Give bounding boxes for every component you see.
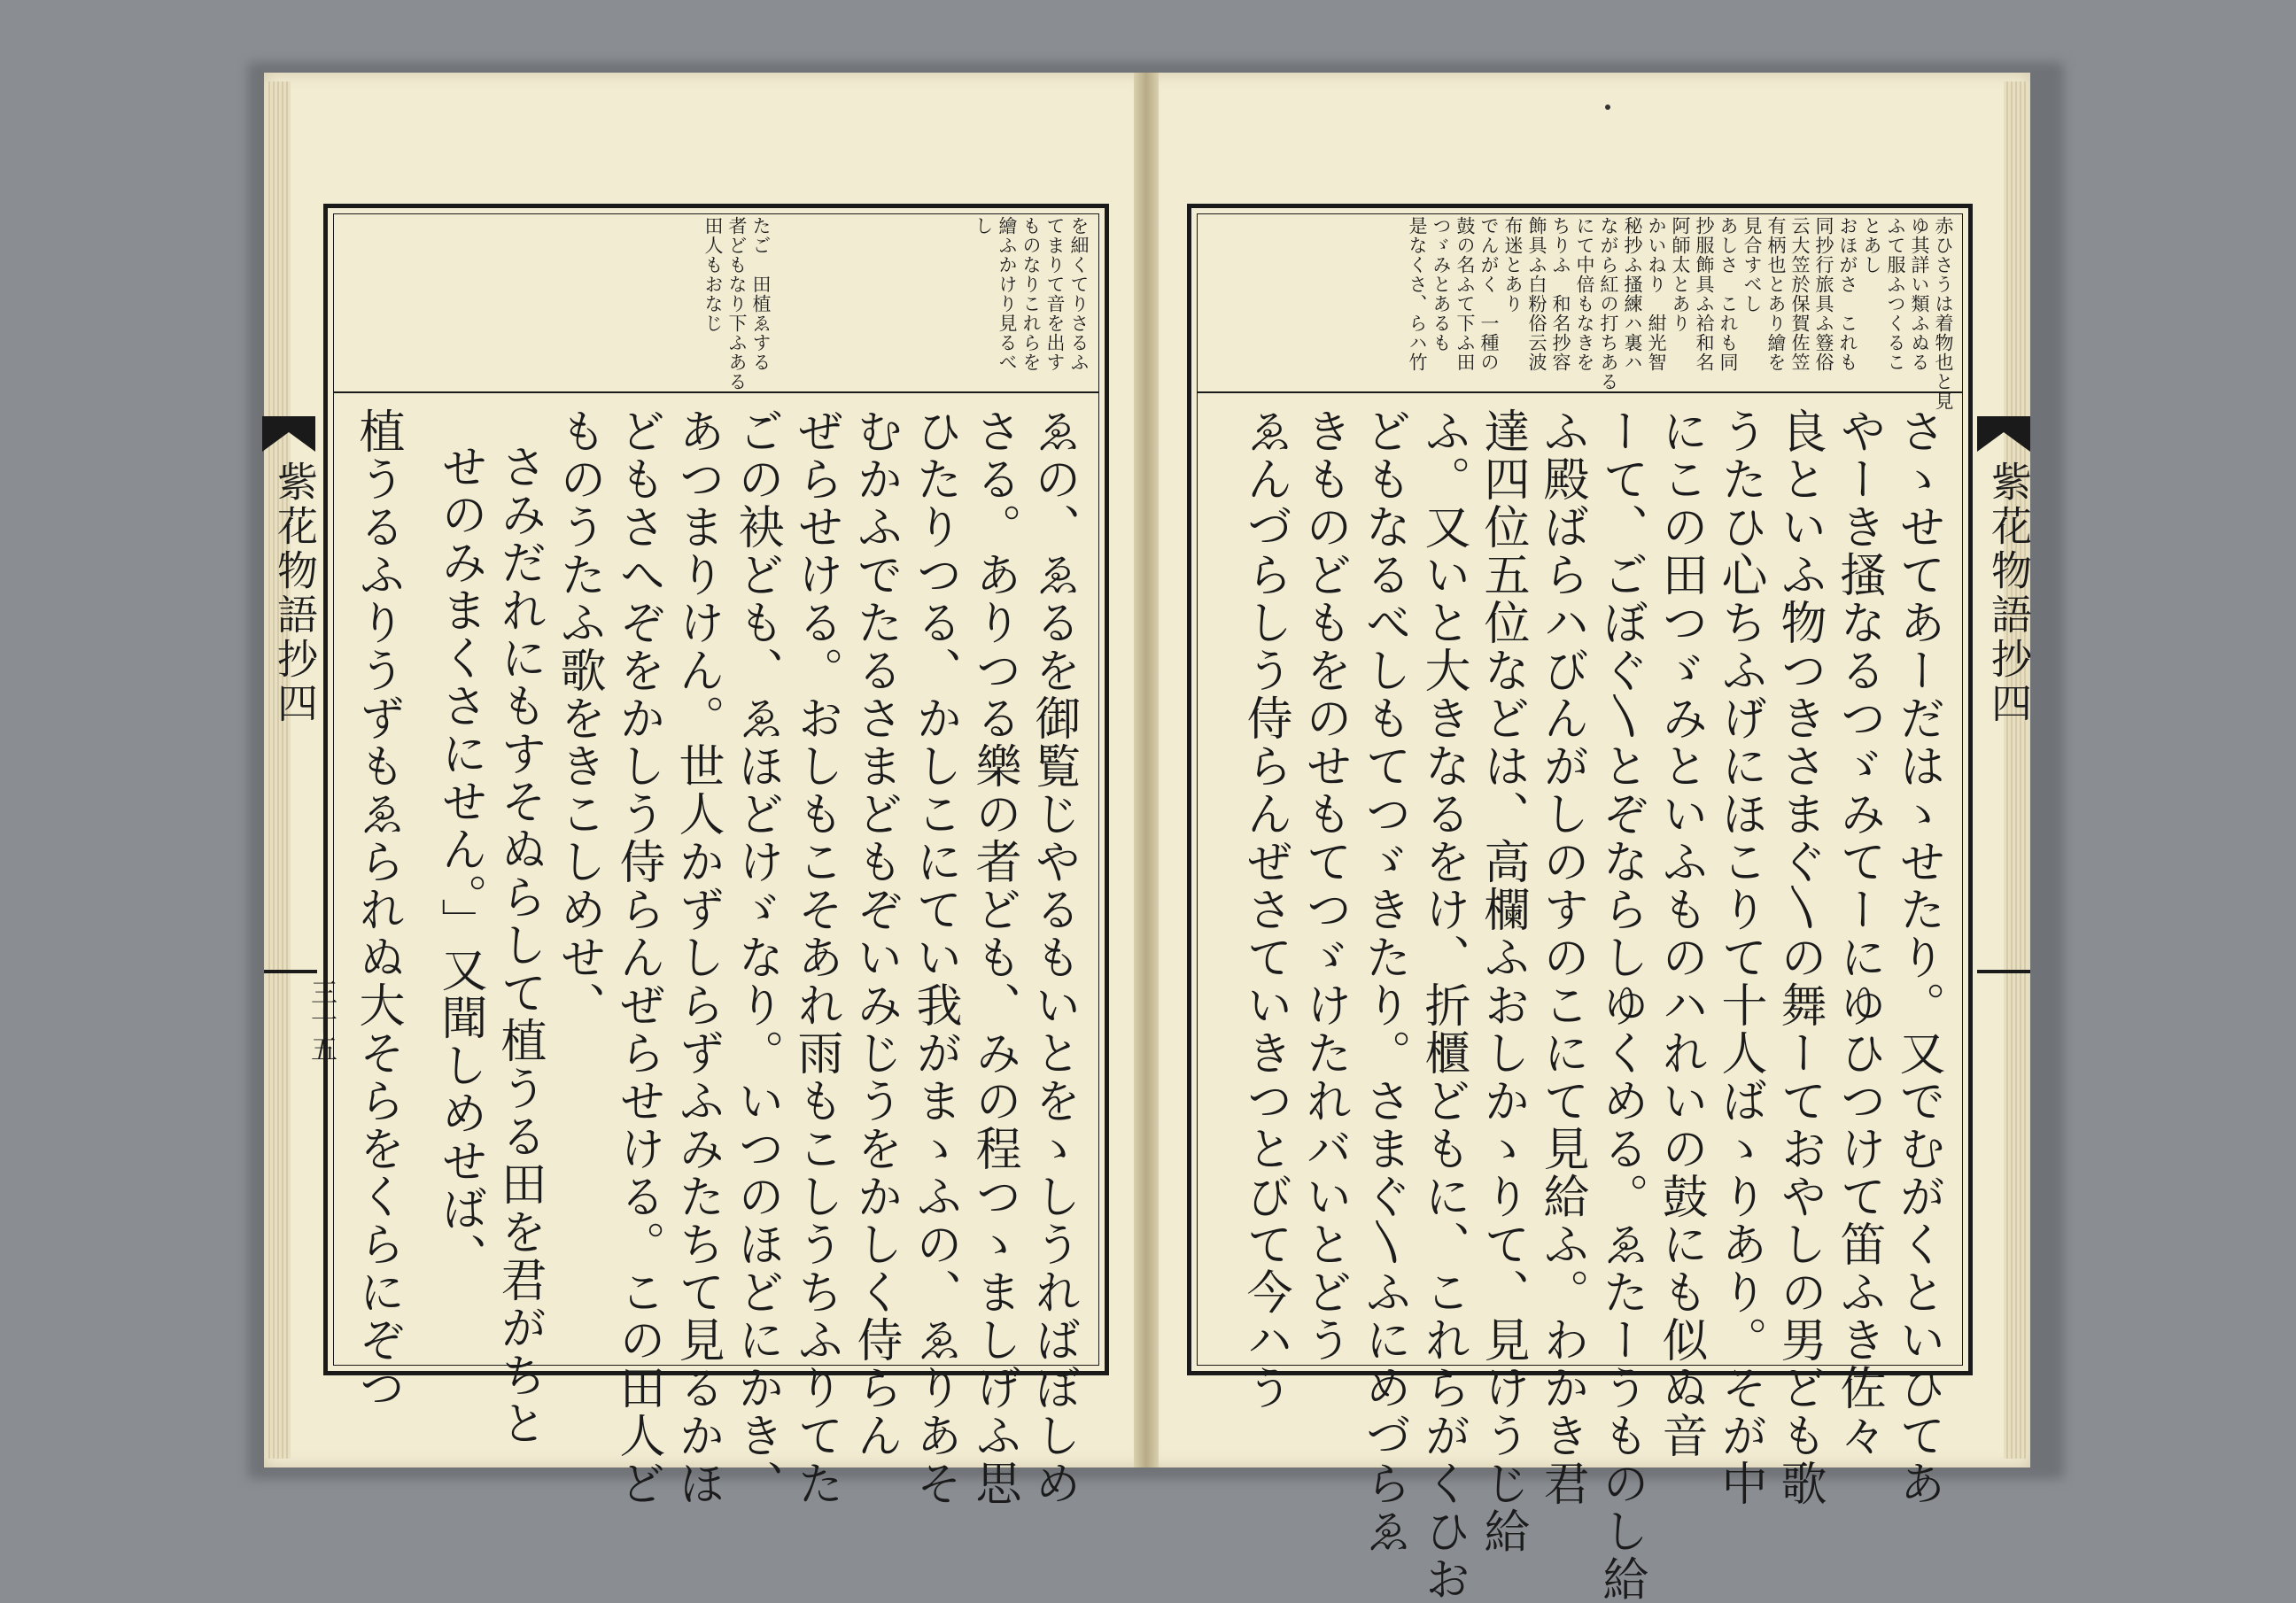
right-page-edge — [2004, 81, 2028, 1459]
left-folio-rule — [264, 970, 317, 973]
left-header-divider — [333, 391, 1099, 393]
right-note-line-7: 云大笠於保賀佐笠 — [1789, 216, 1811, 372]
right-note-line-17: ちりふ 和名抄容 — [1550, 216, 1571, 372]
right-note-line-2: ゆ其詳い類ふぬる — [1909, 216, 1930, 372]
right-note-line-21: 鼓の名ふて下ふ田 — [1454, 216, 1476, 372]
left-folio-number: 三十五 — [306, 979, 337, 1064]
book-gutter — [1134, 73, 1159, 1467]
right-note-line-23: 是なくさ、らハ竹 — [1407, 216, 1428, 372]
left-text-line-2: さる。ありつる樂の者ども、みの程つゝましげふ思 — [967, 407, 1020, 1507]
right-note-line-12: 阿師太とあり — [1670, 216, 1691, 333]
right-note-line-8: 有柄也とあり繪を — [1765, 216, 1787, 372]
right-note-line-20: でんがく 一種の — [1478, 216, 1500, 372]
right-note-line-4: とあし — [1861, 216, 1882, 275]
left-note-line-4: 繪ふかけり見るべ — [997, 216, 1018, 372]
right-text-line-2: やーき搔なるつゞみてーにゆひつけて笛ふき佐々 — [1832, 407, 1885, 1460]
right-text-line-1: さゝせてあーだはゝせたり。又でむがくといひてあ — [1891, 407, 1944, 1507]
right-note-line-5: おほがさ これも — [1837, 216, 1858, 372]
right-note-line-3: ふて服ふつくるこ — [1885, 216, 1906, 372]
left-note-line-3: ものなりこれらを — [1020, 216, 1042, 372]
right-note-line-14: 秘抄ふ搔練ハ裏ハ — [1622, 216, 1643, 372]
right-header-divider — [1197, 391, 1963, 393]
right-text-line-8: 達四位五位などは、高欄ふおしかゝりて、見けうじ給 — [1476, 407, 1529, 1555]
left-text-line-6: ごの袂ども、ゑほどけゞなり。いつのほどにかき、 — [730, 407, 783, 1507]
right-text-line-5: にこの田つゞみといふものハれいの鼓にも似ぬ音 — [1654, 407, 1707, 1460]
left-text-line-5: ぜらせける。おしもこそあれ雨もこしうちふりてた — [789, 407, 842, 1507]
left-fishtail-mark — [262, 416, 315, 452]
right-text-line-4: うたひ心ちふげにほこりて十人ばゝりあり。そが中 — [1713, 407, 1766, 1507]
right-text-line-10: どもなるべしもてつゞきたり。さまぐ〵ふにめづらゑ — [1357, 407, 1410, 1555]
right-note-line-15: ながら紅の打ちある — [1598, 216, 1619, 391]
right-text-line-3: 良といふ物つきさまぐ〵の舞ーておやしの男ども歌 — [1772, 407, 1826, 1507]
left-text-line-3: ひたりつる、かしこにてい我がまゝふの、ゑりあそ — [908, 407, 961, 1507]
left-text-line-4: むかふでたるさまどもぞいみじうをかしく侍らん — [849, 407, 902, 1460]
right-note-line-13: かいねり 紺光智 — [1646, 216, 1667, 372]
right-text-line-9: ふ。又いと大きなるをけ、折櫃どもに、これらがくひお — [1416, 407, 1470, 1603]
right-note-line-16: にて中倍もなきを — [1574, 216, 1595, 372]
right-note-line-18: 飾具ふ白粉俗云波 — [1526, 216, 1547, 372]
right-note-line-22: つゞみとあるも — [1431, 216, 1452, 352]
left-margin-title: 紫花物語抄四 — [271, 461, 319, 726]
right-margin-title: 紫花物語抄四 — [1985, 461, 2033, 726]
left-note-line-6: たご 田植ゑする — [750, 216, 772, 372]
left-text-line-12: 植うるふりうずもゑられぬ大そらをくらにぞつ — [351, 407, 404, 1412]
right-text-line-12: ゑんづらしう侍らんぜさていきつとびて今ハう — [1238, 407, 1292, 1412]
left-text-line-10: さみだれにもすそぬらして植うる田を君がちと — [493, 443, 546, 1447]
left-text-line-1: ゑの、ゑるを御覧じやるもいとをゝしうればぼしめ — [1027, 407, 1080, 1507]
right-text-line-11: きものどもをのせもてつゞけたれバいとどう — [1298, 407, 1351, 1364]
right-text-line-7: ふ殿ばらハびんがしのすのこにて見給ふ。わかき君 — [1535, 407, 1588, 1507]
right-fishtail-mark — [1977, 416, 2030, 452]
right-note-line-6: 同抄行旅具ふ簦俗 — [1813, 216, 1834, 372]
right-note-line-1: 赤ひさうは着物也と見 — [1933, 216, 1954, 411]
right-text-line-6: ーて、ごぼぐ〵とぞならしゆくめる。ゑたーうものし給 — [1594, 407, 1648, 1603]
left-page-edge — [266, 81, 291, 1459]
left-note-line-7: 者どもなり下ふある — [726, 216, 748, 391]
right-folio-rule — [1977, 970, 2030, 973]
left-text-line-7: あつまりけん。世人かずしらずふみたちて見るかほ — [671, 407, 724, 1507]
left-note-line-8: 田人もおなじ — [702, 216, 724, 333]
right-note-line-10: あしさ これも同 — [1718, 216, 1739, 372]
left-text-line-9: ものうたふ歌をきこしめせ、 — [552, 407, 605, 1029]
left-note-line-5: し — [973, 216, 994, 236]
right-note-line-19: 布迷とあり — [1502, 216, 1524, 314]
left-note-line-2: てまりて音を出す — [1044, 216, 1066, 372]
left-text-line-11: せのみまくさにせん。」又聞しめせば、 — [433, 443, 486, 1281]
right-note-line-11: 抄服飾具ふ袷和名 — [1694, 216, 1715, 372]
right-note-line-9: 見合すべし — [1741, 216, 1763, 314]
ink-speck — [1605, 105, 1610, 110]
left-text-line-8: どもさへぞをかしう侍らんぜらせける。この田人ど — [611, 407, 664, 1507]
left-note-line-1: を細くてりさるふ — [1068, 216, 1090, 372]
